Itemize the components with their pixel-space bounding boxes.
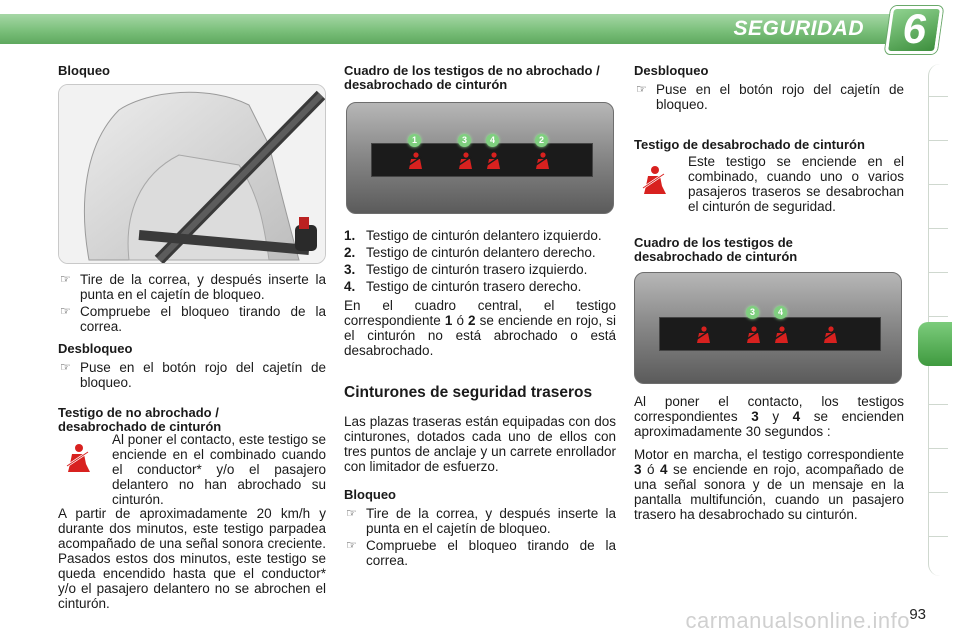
rear-seatbelt-lamp-panel xyxy=(634,272,902,384)
seatbelt-lamp-icon xyxy=(483,151,503,171)
front-seatbelt-lamp-panel xyxy=(346,102,614,214)
section-title: SEGURIDAD xyxy=(733,17,864,40)
central-panel-text: En el cuadro central, el testigo correspondiente 1 ó 2 se enciende en rojo, si el cinturón no está abrochado o está desabrochado. xyxy=(344,298,616,358)
desbloqueo-heading: Desbloqueo xyxy=(58,341,133,356)
hand-pointer-icon: ☞ xyxy=(60,360,71,374)
traseros-text: Las plazas traseras están equipadas con dos cinturones, dotados cada uno de ellos con tres puntos de anclaje y un carrete enrollador con limitador de esfuerzo. xyxy=(344,414,616,474)
seatbelt-lamp-icon xyxy=(743,325,763,345)
desbloqueo-heading-2: Desbloqueo xyxy=(634,63,709,78)
testigo-desabrochado-text: Este testigo se enciende en el combinado, cuando uno o varios pasajeros traseros se desabrochan el cinturón de seguridad. xyxy=(688,154,904,214)
lamp-number-4: 4 xyxy=(774,306,787,319)
bloqueo-step-1: ☞ Tire de la correa, y después inserte la punta en el cajetín de bloqueo. xyxy=(60,272,326,302)
page-number: 93 xyxy=(909,606,926,623)
lamp-number-3: 3 xyxy=(746,306,759,319)
motor-text: Motor en marcha, el testigo correspondiente 3 ó 4 se enciende en rojo, acompañado de una señal sonora y de un mensaje en la pantalla multifunción, cuando un pasajero trasero ha desabrochado su cinturón. xyxy=(634,447,904,522)
hand-pointer-icon: ☞ xyxy=(346,506,357,520)
hand-pointer-icon: ☞ xyxy=(60,304,71,318)
bloqueo-heading-2: Bloqueo xyxy=(344,487,396,502)
chapter-tab-strip xyxy=(928,64,950,576)
seatbelt-lamp-icon xyxy=(532,151,552,171)
testigo-desabrochado-heading: Testigo de desabrochado de cinturón xyxy=(634,137,865,152)
seatbelt-lamp-icon xyxy=(693,325,713,345)
lamp-list-item-1: 1. Testigo de cinturón delantero izquierdo. xyxy=(344,228,602,243)
chapter-number: 6 xyxy=(902,5,926,52)
seatbelt-lamp-icon xyxy=(455,151,475,171)
testigo-heading: Testigo de no abrochado / desabrochado de cinturón xyxy=(58,405,222,434)
seat-belt-illustration xyxy=(58,84,326,264)
bloqueo-rear-step-2: ☞ Compruebe el bloqueo tirando de la correa. xyxy=(346,538,616,568)
contacto-text: Al poner el contacto, los testigos correspondientes 3 y 4 se encienden aproximadamente 30 segundos : xyxy=(634,394,904,439)
active-chapter-tab[interactable] xyxy=(918,322,952,366)
lamp-list-item-2: 2. Testigo de cinturón delantero derecho. xyxy=(344,245,596,260)
traseros-heading: Cinturones de seguridad traseros xyxy=(344,384,593,401)
page-header xyxy=(0,0,960,58)
desbloqueo-rear-step-1: ☞ Puse en el botón rojo del cajetín de bloqueo. xyxy=(636,82,904,112)
watermark: carmanualsonline.info xyxy=(685,608,910,633)
testigo-paragraph: A partir de aproximadamente 20 km/h y durante dos minutos, este testigo parpadea acompañado de una señal sonora creciente. Pasados estos dos minutos, este testigo se queda encendido hasta que el conductor* y/o el pasajero delantero no se abrochen el cinturón. xyxy=(58,506,326,611)
hand-pointer-icon: ☞ xyxy=(636,82,647,96)
seatbelt-warning-icon xyxy=(636,164,670,198)
seatbelt-warning-icon xyxy=(60,442,94,476)
hand-pointer-icon: ☞ xyxy=(346,538,357,552)
bloqueo-step-2: ☞ Compruebe el bloqueo tirando de la correa. xyxy=(60,304,326,334)
lamp-number-4: 4 xyxy=(486,134,499,147)
bloqueo-rear-step-1: ☞ Tire de la correa, y después inserte la punta en el cajetín de bloqueo. xyxy=(346,506,616,536)
seat-illustration-svg xyxy=(59,85,326,264)
lamp-number-3: 3 xyxy=(458,134,471,147)
lamp-number-2: 2 xyxy=(535,134,548,147)
panel-heading-2: Cuadro de los testigos de desabrochado de cinturón xyxy=(634,235,798,264)
seatbelt-lamp-icon xyxy=(405,151,425,171)
testigo-text: Al poner el contacto, este testigo se enciende en el combinado cuando el conductor* y/o el pasajero delantero no han abrochado su cinturón. xyxy=(112,432,326,507)
lamp-number-1: 1 xyxy=(408,134,421,147)
column-1 xyxy=(58,64,326,78)
lamp-list-item-4: 4. Testigo de cinturón trasero derecho. xyxy=(344,279,582,294)
desbloqueo-step-1: ☞ Puse en el botón rojo del cajetín de bloqueo. xyxy=(60,360,326,390)
hand-pointer-icon: ☞ xyxy=(60,272,71,286)
bloqueo-heading: Bloqueo xyxy=(58,63,110,78)
panel-heading-1: Cuadro de los testigos de no abrochado / desabrochado de cinturón xyxy=(344,63,600,92)
seatbelt-lamp-icon xyxy=(771,325,791,345)
lamp-list-item-3: 3. Testigo de cinturón trasero izquierdo. xyxy=(344,262,588,277)
seatbelt-lamp-icon xyxy=(820,325,840,345)
